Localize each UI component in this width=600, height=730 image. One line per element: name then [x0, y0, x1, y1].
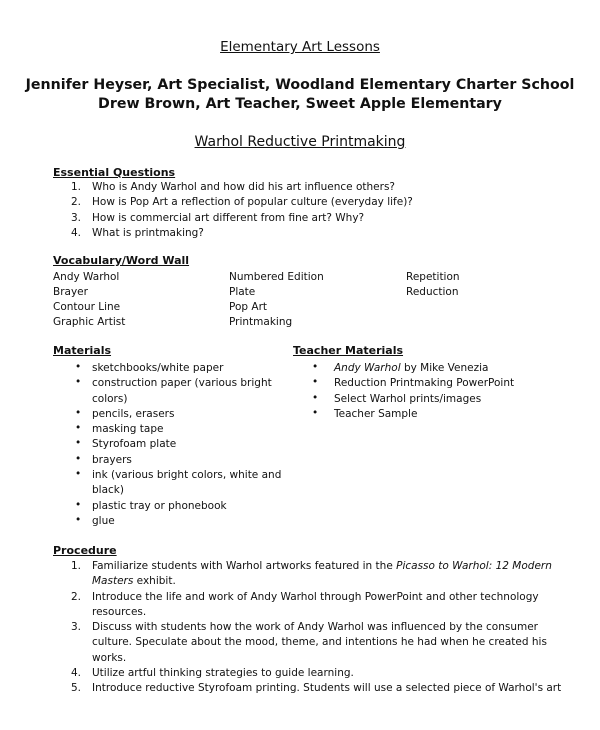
- vocabulary-column-2: [229, 270, 324, 330]
- materials-heading: Materials: [53, 344, 112, 357]
- list-item: 2. How is Pop Art a reflection of popular culture (everyday life)?: [71, 196, 413, 209]
- vocab-word: Andy Warhol: [53, 271, 120, 283]
- list-item: 1. Familiarize students with Warhol artworks featured in the Picasso to Warhol: 12 Modern Masters exhibit.: [71, 560, 552, 588]
- teacher-materials-list: [293, 361, 573, 422]
- list-item: • sketchbooks/white paper: [75, 361, 224, 374]
- list-item: • pencils, erasers: [75, 406, 175, 420]
- vocab-word: Brayer: [53, 286, 88, 298]
- list-item: • Styrofoam plate: [75, 437, 177, 451]
- essential-questions-heading: Essential Questions: [53, 166, 176, 179]
- vocab-word: Pop Art: [229, 301, 268, 313]
- author-line-2: Drew Brown, Art Teacher, Sweet Apple Elementary: [98, 96, 502, 112]
- essential-questions-list: [53, 180, 573, 241]
- list-item: • Teacher Sample: [312, 406, 418, 420]
- list-item: • construction paper (various bright colors): [75, 376, 272, 405]
- list-item: • ink (various bright colors, white and black): [75, 468, 282, 497]
- teacher-materials-heading: Teacher Materials: [293, 344, 404, 357]
- procedure-list: [53, 559, 583, 697]
- vocab-word: Repetition: [406, 271, 460, 283]
- vocab-word: Plate: [229, 286, 256, 298]
- vocabulary-heading: Vocabulary/Word Wall: [53, 254, 190, 267]
- materials-list: [53, 361, 293, 529]
- list-item: 4. What is printmaking?: [71, 226, 204, 239]
- lesson-title: Warhol Reductive Printmaking: [194, 134, 406, 150]
- vocab-word: Numbered Edition: [229, 271, 324, 283]
- list-item: • masking tape: [75, 422, 164, 436]
- list-item: 3. Discuss with students how the work of Andy Warhol was influenced by the consumer culture. Speculate about the mood, theme, and intentions he had when he created his works.: [71, 621, 547, 664]
- list-item: • Andy Warhol by Mike Venezia: [312, 361, 489, 374]
- vocab-word: Printmaking: [229, 316, 293, 328]
- list-item: • glue: [75, 513, 115, 527]
- list-item: 3. How is commercial art different from fine art? Why?: [71, 211, 365, 224]
- vocab-word: Contour Line: [53, 301, 121, 313]
- author-line-1: Jennifer Heyser, Art Specialist, Woodland Elementary Charter School: [25, 77, 575, 93]
- document-title: Elementary Art Lessons: [220, 39, 380, 55]
- list-item: 5. Introduce reductive Styrofoam printing. Students will use a selected piece of Warhol's art: [71, 682, 562, 695]
- list-item: 2. Introduce the life and work of Andy Warhol through PowerPoint and other technology resources.: [71, 590, 539, 618]
- vocab-word: Graphic Artist: [53, 316, 126, 328]
- list-item: 4. Utilize artful thinking strategies to guide learning.: [71, 667, 354, 680]
- vocabulary-column-3: [406, 270, 460, 300]
- list-item: • plastic tray or phonebook: [75, 498, 227, 512]
- list-item: • brayers: [75, 452, 132, 466]
- list-item: • Reduction Printmaking PowerPoint: [312, 376, 515, 390]
- procedure-heading: Procedure: [53, 544, 117, 557]
- list-item: • Select Warhol prints/images: [312, 391, 482, 405]
- list-item: 1. Who is Andy Warhol and how did his art influence others?: [71, 181, 395, 193]
- vocabulary-column-1: [53, 270, 125, 330]
- vocab-word: Reduction: [406, 286, 459, 298]
